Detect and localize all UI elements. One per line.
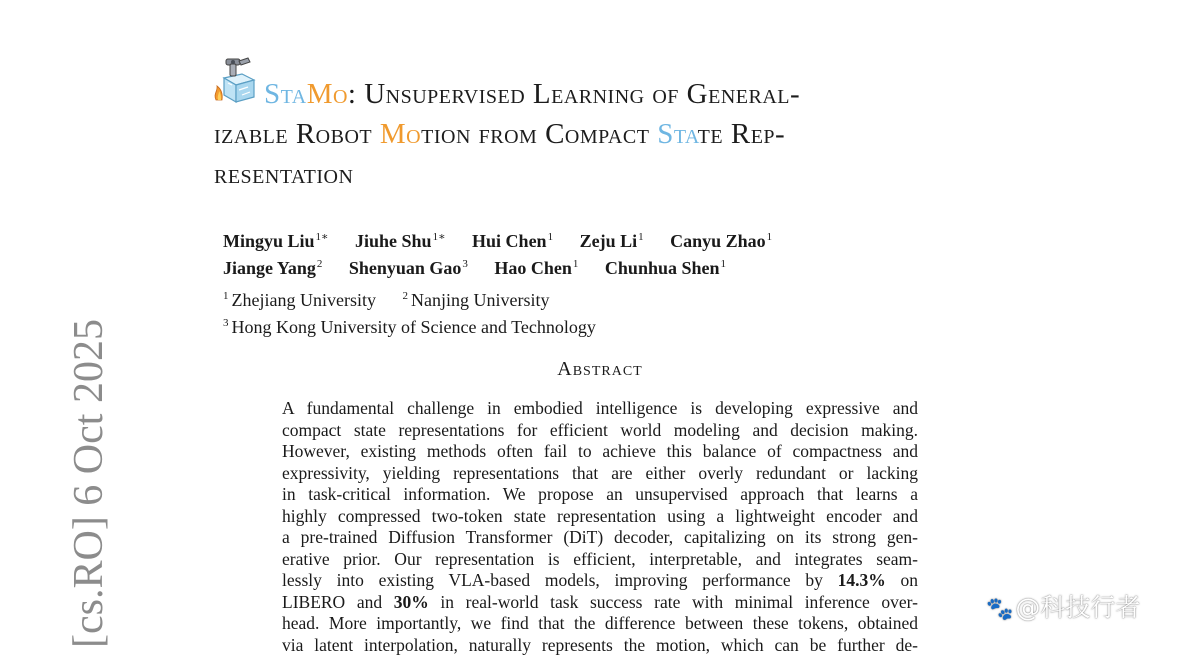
abstract-line: [282, 635, 918, 656]
author: Jiange Yang$^2$: [223, 258, 322, 278]
abstract-line: [282, 506, 918, 528]
affiliation-list: [223, 285, 923, 339]
paw-icon: 🐾: [986, 597, 1013, 622]
author: Hui Chen$^1$: [472, 231, 553, 251]
paper-title: [214, 74, 994, 194]
author-list: [223, 226, 923, 280]
title-fragment: Mo: [307, 78, 348, 110]
title-line: [214, 114, 994, 154]
abstract-segment: a pre-trained Diffusion Transformer (DiT) decoder, capitalizing on its strong gen-: [282, 527, 918, 547]
abstract-segment: head. More importantly, we find that the difference between these tokens, obtained: [282, 613, 918, 633]
title-fragment: tion from Compact: [421, 118, 657, 150]
abstract-text: [282, 398, 918, 656]
abstract-line: [282, 527, 918, 549]
abstract-segment: highly compressed two-token state representation using a lightweight encoder and: [282, 506, 918, 526]
title-fragment: izable Robot: [214, 118, 380, 150]
abstract-segment: via latent interpolation, naturally represents the motion, which can be further de-: [282, 635, 918, 655]
watermark-text: @科技行者: [1015, 593, 1140, 622]
abstract-highlight: 14.3%: [838, 570, 886, 590]
title-line: [214, 74, 994, 114]
abstract-line: [282, 570, 918, 592]
author: Mingyu Liu$^{1∗}$: [223, 231, 329, 251]
abstract-line: [282, 420, 918, 442]
title-fragment: resentation: [214, 158, 353, 190]
title-fragment: Sta: [657, 118, 697, 150]
affiliation-row: [223, 285, 923, 312]
abstract-line: [282, 549, 918, 571]
author: Hao Chen$^1$: [494, 258, 578, 278]
title-line: [214, 154, 994, 194]
abstract-segment: in real-world task success rate with minimal inference over-: [429, 592, 918, 612]
affiliation: $^2$ Nanjing University: [402, 290, 549, 310]
affiliation: $^1$ Zhejiang University: [223, 290, 376, 310]
title-fragment: : Unsupervised Learning of General-: [348, 78, 800, 110]
author: Jiuhe Shu$^{1∗}$: [355, 231, 446, 251]
abstract-line: [282, 484, 918, 506]
abstract-segment: on: [886, 570, 918, 590]
abstract-line: [282, 463, 918, 485]
author: Chunhua Shen$^1$: [605, 258, 726, 278]
author: Zeju Li$^1$: [580, 231, 644, 251]
title-fragment: te Rep-: [698, 118, 786, 150]
abstract-line: [282, 592, 918, 614]
affiliation: $^3$ Hong Kong University of Science and Technology: [223, 317, 596, 337]
abstract-segment: expressivity, yielding representations that are either overly redundant or lacking: [282, 463, 918, 483]
abstract-segment: A fundamental challenge in embodied intelligence is developing expressive and: [282, 398, 918, 418]
abstract-heading: Abstract: [0, 358, 1200, 381]
title-fragment: Sta: [264, 78, 307, 110]
abstract-segment: lessly into existing VLA-based models, improving performance by: [282, 570, 838, 590]
author: Shenyuan Gao$^3$: [349, 258, 468, 278]
abstract-segment: compact state representations for efficient world modeling and decision making.: [282, 420, 918, 440]
abstract-segment: erative prior. Our representation is efficient, interpretable, and integrates seam-: [282, 549, 918, 569]
arxiv-stamp: [cs.RO] 6 Oct 2025: [68, 319, 110, 648]
abstract-line: [282, 398, 918, 420]
abstract-segment: LIBERO and: [282, 592, 394, 612]
author-row: [223, 253, 923, 280]
abstract-line: [282, 613, 918, 635]
affiliation-row: [223, 312, 923, 339]
author-row: [223, 226, 923, 253]
abstract-line: [282, 441, 918, 463]
author: Canyu Zhao$^1$: [670, 231, 772, 251]
title-fragment: Mo: [380, 118, 421, 150]
abstract-segment: in task-critical information. We propose an unsupervised approach that learns a: [282, 484, 918, 504]
abstract-segment: However, existing methods often fail to achieve this balance of compactness and: [282, 441, 918, 461]
abstract-highlight: 30%: [394, 592, 429, 612]
watermark: [986, 588, 1140, 624]
